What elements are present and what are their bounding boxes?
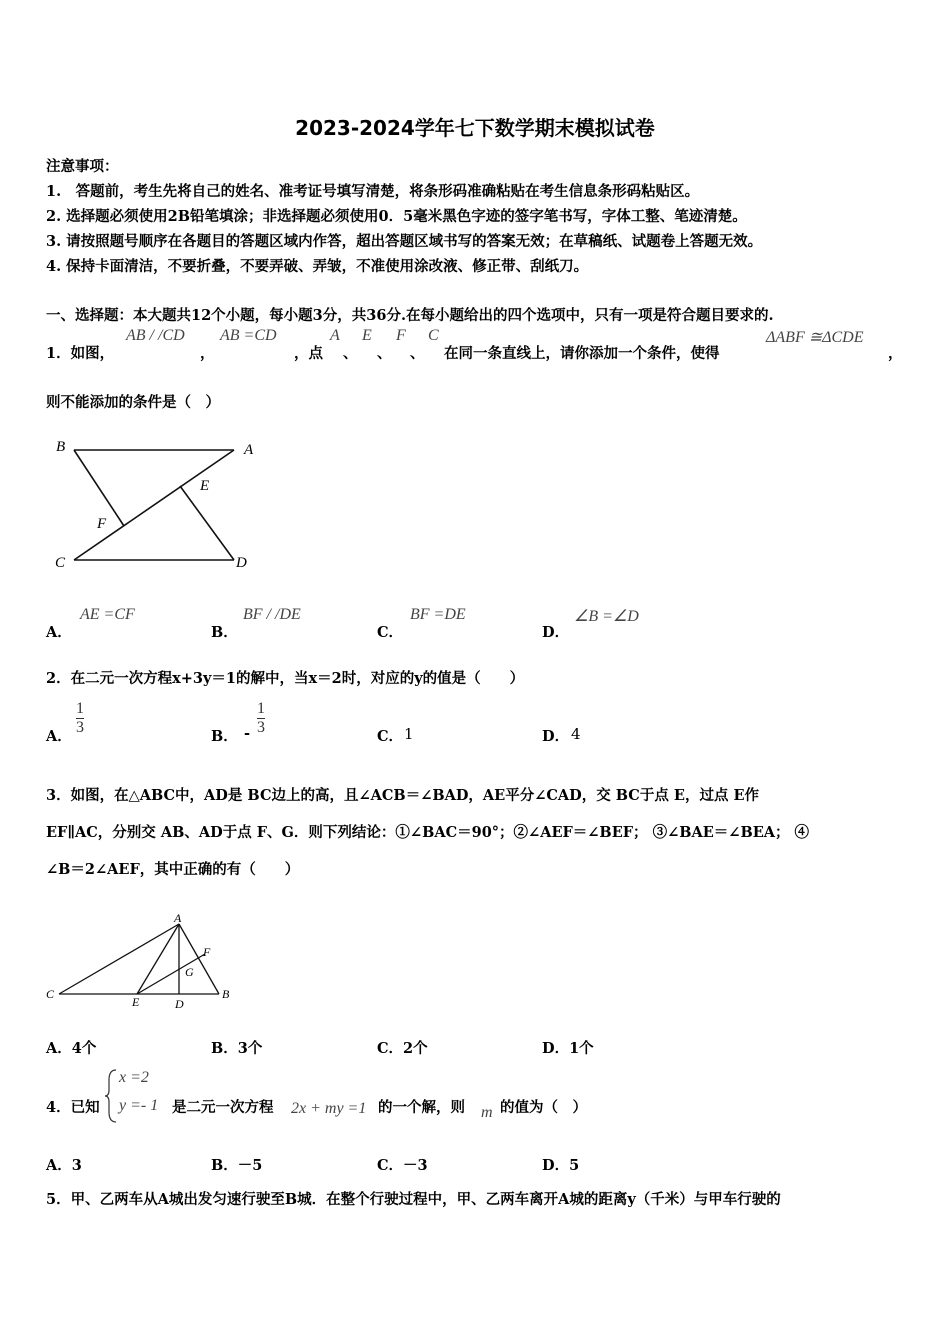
q4-option-c[interactable]: C．－3 [377,1157,428,1174]
q4-equation: 2x + my =1 [291,1100,367,1117]
q3-label-a: A [174,911,182,925]
q2-option-b[interactable] [257,700,265,737]
q1-label-e: E [200,478,210,494]
q1-point-label: ，点 [294,345,323,362]
q1-end: ， [888,345,903,362]
q4-stem-2: 的一个解，则 [378,1099,465,1116]
q3-label-b: B [222,987,230,1001]
q4-var-m: m [481,1104,493,1121]
q3-option-c[interactable]: C．2个 [377,1040,428,1057]
notice-item-3: 3. 请按照题号顺序在各题目的答题区域内作答，超出答题区域书写的答案无效；在草稿纸、试题卷上答题无效。 [46,233,763,250]
q1-figure [46,432,276,577]
q1-stem-line2: 则不能添加的条件是（ ） [46,394,220,411]
q4-brace [104,1068,118,1124]
q1-option-d[interactable]: ∠B =∠D [574,608,639,625]
q3-option-a[interactable]: A．4个 [46,1040,97,1057]
q3-stem-line1: 3．如图，在△ABC中，AD是 BC边上的高，且∠ACB＝∠BAD，AE平分∠CAD，交 BC于点 E，过点 E作 [46,787,760,804]
q1-label-f: F [97,516,107,532]
q2-stem: 2．在二元一次方程x+3y＝1的解中，当x＝2时，对应的y的值是（ ） [46,670,525,687]
q1-option-b-letter: B． [211,624,238,641]
q1-option-a-letter: A． [46,624,72,641]
q3-label-c: C [46,987,55,1001]
page-title: 2023-2024学年七下数学期末模拟试卷 [295,116,655,140]
q2-option-a-den: 3 [76,719,84,736]
q2-option-b-sign: - [244,725,251,742]
notice-heading: 注意事项： [46,158,119,175]
q1-option-c[interactable]: BF =DE [410,606,466,623]
q2-option-c[interactable]: 1 [404,725,414,743]
q3-option-b[interactable]: B．3个 [211,1040,263,1057]
q4-option-d[interactable]: D．5 [542,1157,580,1174]
q1-math-parallel: AB / /CD [126,327,185,344]
q2-option-b-num: 1 [257,700,265,717]
notice-item-2: 2. 选择题必须使用2B铅笔填涂；非选择题必须使用0．5毫米黑色字迹的签字笔书写，字体工整、笔迹清楚。 [46,208,747,225]
q2-option-d-letter: D． [542,728,570,745]
q4-system-eq1: x =2 [119,1069,149,1086]
q3-label-f: F [203,945,211,959]
q1-sep: 、 [377,345,392,362]
q2-option-b-letter: B． [211,728,238,745]
q1-label-a: A [244,442,254,458]
q2-option-a[interactable] [76,700,84,737]
q2-option-a-num: 1 [76,700,84,717]
q2-option-c-letter: C． [377,728,404,745]
q1-point-f: F [396,327,406,344]
q1-point-e: E [362,327,372,344]
q3-label-g: G [185,965,194,979]
q3-label-d: D [175,997,184,1011]
notice-item-4: 4. 保持卡面清洁，不要折叠，不要弄破、弄皱，不准使用涂改液、修正带、刮纸刀。 [46,258,589,275]
q1-sep: 、 [410,345,425,362]
q2-option-b-den: 3 [257,719,265,736]
q1-comma: ， [200,345,215,362]
q1-label-b: B [56,439,66,455]
q1-option-a[interactable]: AE =CF [80,606,135,623]
q3-label-e: E [132,995,140,1009]
q1-math-congruent: ΔABF ≅ΔCDE [766,329,864,346]
q1-math-equal: AB =CD [220,327,277,344]
q3-stem-line3: ∠B＝2∠AEF，其中正确的有（ ） [46,861,300,878]
q1-option-d-letter: D． [542,624,570,641]
q4-option-a[interactable]: A．3 [46,1157,82,1174]
notice-item-1: 1. 答题前，考生先将自己的姓名、准考证号填写清楚，将条形码准确粘贴在考生信息条形码粘贴区。 [46,183,700,200]
q2-option-d[interactable]: 4 [571,725,581,743]
q1-sep: 、 [343,345,358,362]
q3-stem-line2: EF∥AC，分别交 AB、AD于点 F、G．则下列结论：①∠BAC＝90°；②∠AEF＝∠BEF； ③∠BAE＝∠BEA； ④ [46,824,810,841]
q1-option-b[interactable]: BF / /DE [243,606,301,623]
q4-stem-3: 的值为（ ） [500,1099,587,1116]
q1-point-c: C [428,327,439,344]
q1-option-c-letter: C． [377,624,404,641]
q5-stem-line1: 5．甲、乙两车从A城出发匀速行驶至B城．在整个行驶过程中，甲、乙两车离开A城的距离y（千米）与甲车行驶的 [46,1191,781,1208]
q3-figure [44,908,244,1013]
q3-option-d[interactable]: D．1个 [542,1040,594,1057]
q4-stem: 是二元一次方程 [172,1099,274,1116]
q1-prefix: 1．如图， [46,345,115,362]
q2-option-a-letter: A． [46,728,72,745]
q1-point-a: A [330,327,340,344]
q1-label-c: C [55,555,66,571]
q1-stem: 在同一条直线上，请你添加一个条件，使得 [444,345,720,362]
q1-label-d: D [236,555,247,571]
q4-system-eq2: y =- 1 [119,1097,159,1114]
q4-prefix: 4．已知 [46,1099,100,1116]
section-heading: 一、选择题：本大题共12个小题，每小题3分，共36分.在每小题给出的四个选项中，只有一项是符合题目要求的. [46,307,774,324]
q4-option-b[interactable]: B．－5 [211,1157,263,1174]
